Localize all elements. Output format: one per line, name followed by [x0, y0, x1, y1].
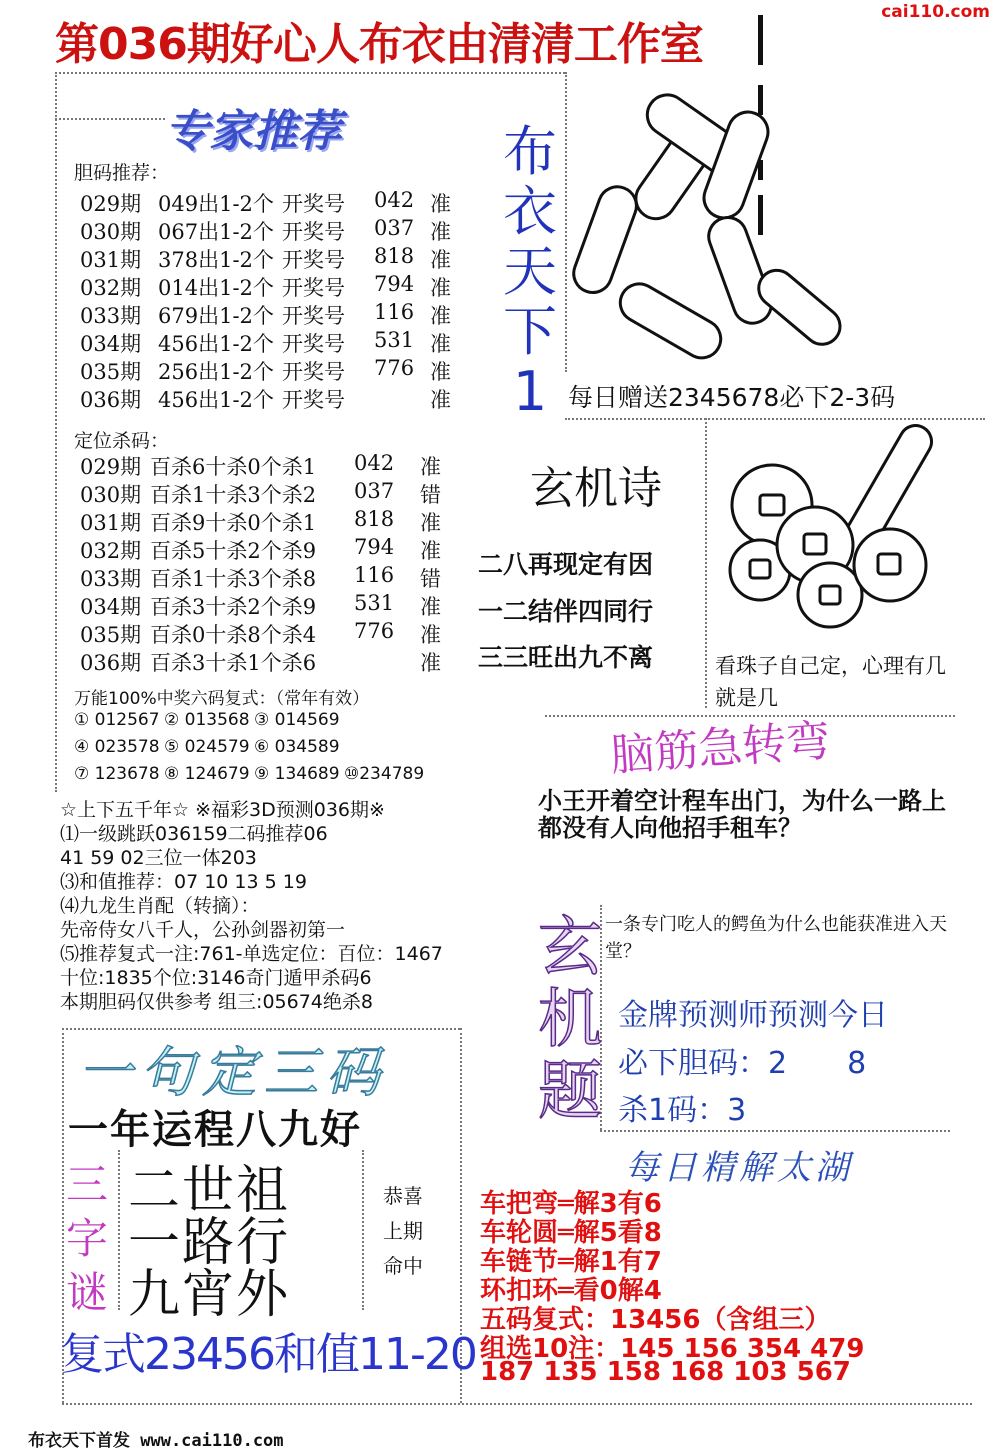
dan-pick: 679出1-2个 — [158, 304, 274, 328]
kill-period: 034期 — [80, 595, 142, 619]
kill-mark: 准 — [420, 623, 441, 647]
kill-result: 037 — [354, 479, 395, 503]
szm-char: 字 — [65, 1214, 108, 1263]
wanneng-item: ③ 014569 — [254, 710, 340, 730]
xuanjiti-char: 机 — [538, 983, 602, 1057]
yiju-title: 一句定三码 — [78, 1041, 388, 1104]
divider — [55, 118, 165, 120]
jingjie-line: 车轮圆═解5看8 — [480, 1218, 662, 1248]
buyi-char: 布 — [503, 120, 557, 183]
naojin-title: 脑筋急转弯 — [608, 715, 832, 782]
wanneng-item: ⑨ 134689 — [254, 764, 340, 784]
daily-gift-text: 每日赠送2345678必下2-3码 — [568, 383, 896, 412]
divider — [600, 1130, 950, 1132]
kill-mark: 准 — [420, 511, 441, 535]
wanneng-item: ⑤ 024579 — [164, 737, 250, 757]
dan-mark: 准 — [430, 220, 451, 244]
buyi-char: 1 — [512, 360, 548, 423]
dan-period: 033期 — [80, 304, 142, 328]
dan-result: 776 — [374, 356, 415, 380]
dan-result: 794 — [374, 272, 415, 296]
divider — [118, 1150, 120, 1310]
xuanjiti-vertical — [535, 912, 605, 1128]
dan-mark: 准 — [430, 276, 451, 300]
dan-period: 034期 — [80, 332, 142, 356]
dan-mark: 准 — [430, 248, 451, 272]
history-line: 41 59 02三位一体203 — [60, 847, 257, 869]
dan-mark: 准 — [430, 360, 451, 384]
kill-pick: 百杀0十杀8个杀4 — [150, 623, 317, 647]
site-logo[interactable]: cai110.com — [881, 2, 990, 22]
kill-result: 818 — [354, 507, 395, 531]
jingjie-line: 车把弯═解3有6 — [480, 1189, 662, 1219]
kill-result: 776 — [354, 619, 395, 643]
gold-line: 杀1码：3 — [618, 1093, 747, 1128]
divider — [62, 1403, 972, 1405]
dan-label: 胆码推荐： — [74, 162, 170, 184]
history-line: 先帝侍女八千人，公孙剑器初第一 — [60, 919, 346, 941]
kill-period: 032期 — [80, 539, 142, 563]
dan-mark: 准 — [430, 304, 451, 328]
wanneng-label: 万能100%中奖六码复式：（常年有效） — [74, 689, 370, 709]
dan-period: 036期 — [80, 388, 142, 412]
history-line: ⑴一级跳跃036159二码推荐06 — [60, 823, 328, 845]
dan-label: 开奖号 — [282, 192, 345, 216]
dan-result: 116 — [374, 300, 415, 324]
kill-pick: 百杀5十杀2个杀9 — [150, 539, 317, 563]
dan-period: 032期 — [80, 276, 142, 300]
wanneng-item: ④ 023578 — [74, 737, 160, 757]
dan-label: 开奖号 — [282, 220, 345, 244]
gongxi-line: 命中 — [383, 1254, 423, 1278]
divider — [55, 72, 57, 792]
gongxi-line: 恭喜 — [383, 1184, 423, 1208]
kill-pick: 百杀1十杀3个杀2 — [150, 483, 317, 507]
kill-result: 116 — [354, 563, 395, 587]
buyi-char: 天 — [503, 240, 557, 303]
buyi-char: 衣 — [503, 180, 557, 243]
jingjie-line: 五码复式：13456（含组三） — [480, 1305, 831, 1335]
szm-vertical — [64, 1158, 110, 1320]
page-title: 第036期好心人布衣由清清工作室 — [55, 19, 703, 70]
buyi-char: 下 — [503, 300, 557, 363]
dan-result: 042 — [374, 188, 415, 212]
riddle-line: 九宵外 — [128, 1265, 291, 1325]
jingjie-title: 每日精解太湖 — [625, 1148, 853, 1188]
dan-pick: 049出1-2个 — [158, 192, 274, 216]
divider — [705, 418, 707, 708]
wanneng-item: ② 013568 — [164, 710, 250, 730]
divider — [55, 72, 565, 74]
wanneng-item: ⑦ 123678 — [74, 764, 160, 784]
dan-label: 开奖号 — [282, 388, 345, 412]
abacus-bead-drawing — [566, 75, 906, 375]
kill-pick: 百杀3十杀2个杀9 — [150, 595, 317, 619]
history-line: 十位:1835个位:3146奇门遁甲杀码6 — [60, 967, 372, 989]
history-line: ☆上下五千年☆ ※福彩3D预测036期※ — [60, 799, 385, 821]
divider — [362, 1150, 364, 1310]
dan-mark: 准 — [430, 332, 451, 356]
kill-mark: 错 — [420, 567, 441, 591]
dan-label: 开奖号 — [282, 332, 345, 356]
jingjie-line: 环扣环═看0解4 — [480, 1276, 662, 1306]
dan-pick: 456出1-2个 — [158, 332, 274, 356]
gold-line: 金牌预测师预测今日 — [618, 998, 888, 1033]
history-line: ⑸推荐复式一注:761-单选定位：百位：1467 — [60, 943, 443, 965]
kill-result: 042 — [354, 451, 395, 475]
poem-line: 一二结伴四同行 — [478, 597, 654, 626]
poem-hint: 看珠子自己定，心理有几就是几 — [715, 654, 946, 710]
xuanjiti-question: 一条专门吃人的鳄鱼为什么也能获准进入天堂？ — [605, 914, 947, 962]
dan-pick: 378出1-2个 — [158, 248, 274, 272]
dan-pick: 256出1-2个 — [158, 360, 274, 384]
kill-mark: 准 — [420, 539, 441, 563]
kill-period: 029期 — [80, 455, 142, 479]
dan-label: 开奖号 — [282, 304, 345, 328]
kill-period: 031期 — [80, 511, 142, 535]
riddle-line: 一路行 — [128, 1213, 291, 1273]
expert-heading: 专家推荐 — [165, 106, 341, 157]
dan-period: 035期 — [80, 360, 142, 384]
gold-line: 必下胆码：2 8 — [618, 1046, 867, 1081]
bar-divider — [758, 15, 763, 65]
naojin-question: 小王开着空计程车出门，为什么一路上都没有人向他招手租车？ — [538, 787, 946, 842]
szm-char: 三 — [65, 1160, 108, 1209]
kill-mark: 错 — [420, 483, 441, 507]
wanneng-item: ⑥ 034589 — [254, 737, 340, 757]
kill-mark: 准 — [420, 651, 441, 675]
dan-result: 531 — [374, 328, 415, 352]
kill-pick: 百杀3十杀1个杀6 — [150, 651, 317, 675]
kill-mark: 准 — [420, 455, 441, 479]
kill-label: 定位杀码： — [74, 430, 170, 452]
jingjie-line: 组选10注：145 156 354 479 — [480, 1334, 865, 1364]
gongxi-line: 上期 — [383, 1219, 423, 1243]
kill-pick: 百杀9十杀0个杀1 — [150, 511, 317, 535]
history-line: ⑶和值推荐：07 10 13 5 19 — [60, 871, 307, 893]
kill-period: 035期 — [80, 623, 142, 647]
dan-label: 开奖号 — [282, 360, 345, 384]
dan-period: 030期 — [80, 220, 142, 244]
footer-text: 布衣天下首发 www.cai110.com — [28, 1431, 284, 1451]
xuanjiti-char: 玄 — [538, 911, 602, 985]
jingjie-line: 187 135 158 168 103 567 — [480, 1357, 851, 1387]
dan-result: 818 — [374, 244, 415, 268]
dan-label: 开奖号 — [282, 276, 345, 300]
xuanjiti-char: 题 — [538, 1055, 602, 1129]
dan-pick: 456出1-2个 — [158, 388, 274, 412]
poem-title: 玄机诗 — [530, 463, 662, 514]
jingjie-line: 车链节═解1有7 — [480, 1247, 662, 1277]
wanneng-item: ⑧ 124679 — [164, 764, 250, 784]
kill-period: 033期 — [80, 567, 142, 591]
history-line: 本期胆码仅供参考 组三:05674绝杀8 — [60, 991, 373, 1013]
szm-char: 谜 — [65, 1268, 108, 1317]
dan-period: 029期 — [80, 192, 142, 216]
buyi-vertical — [500, 122, 560, 422]
fushi-line: 复式23456和值11-20 — [60, 1329, 476, 1380]
dan-mark: 准 — [430, 192, 451, 216]
dan-pick: 014出1-2个 — [158, 276, 274, 300]
wanneng-item: ① 012567 — [74, 710, 160, 730]
wanneng-item: ⑩234789 — [344, 764, 425, 784]
dan-mark: 准 — [430, 388, 451, 412]
dan-label: 开奖号 — [282, 248, 345, 272]
dan-result: 037 — [374, 216, 415, 240]
dan-period: 031期 — [80, 248, 142, 272]
kill-mark: 准 — [420, 595, 441, 619]
coins-drawing — [720, 420, 955, 640]
kill-pick: 百杀1十杀3个杀8 — [150, 567, 317, 591]
poem-line: 二八再现定有因 — [478, 550, 654, 579]
kill-result: 531 — [354, 591, 395, 615]
kill-pick: 百杀6十杀0个杀1 — [150, 455, 317, 479]
kill-period: 030期 — [80, 483, 142, 507]
kill-result: 794 — [354, 535, 395, 559]
yiju-phrase: 一年运程八九好 — [68, 1107, 362, 1153]
history-line: ⑷九龙生肖配（转摘）： — [60, 895, 260, 917]
poem-line: 三三旺出九不离 — [478, 643, 654, 672]
riddle-line: 二世祖 — [128, 1161, 291, 1221]
kill-period: 036期 — [80, 651, 142, 675]
dan-pick: 067出1-2个 — [158, 220, 274, 244]
